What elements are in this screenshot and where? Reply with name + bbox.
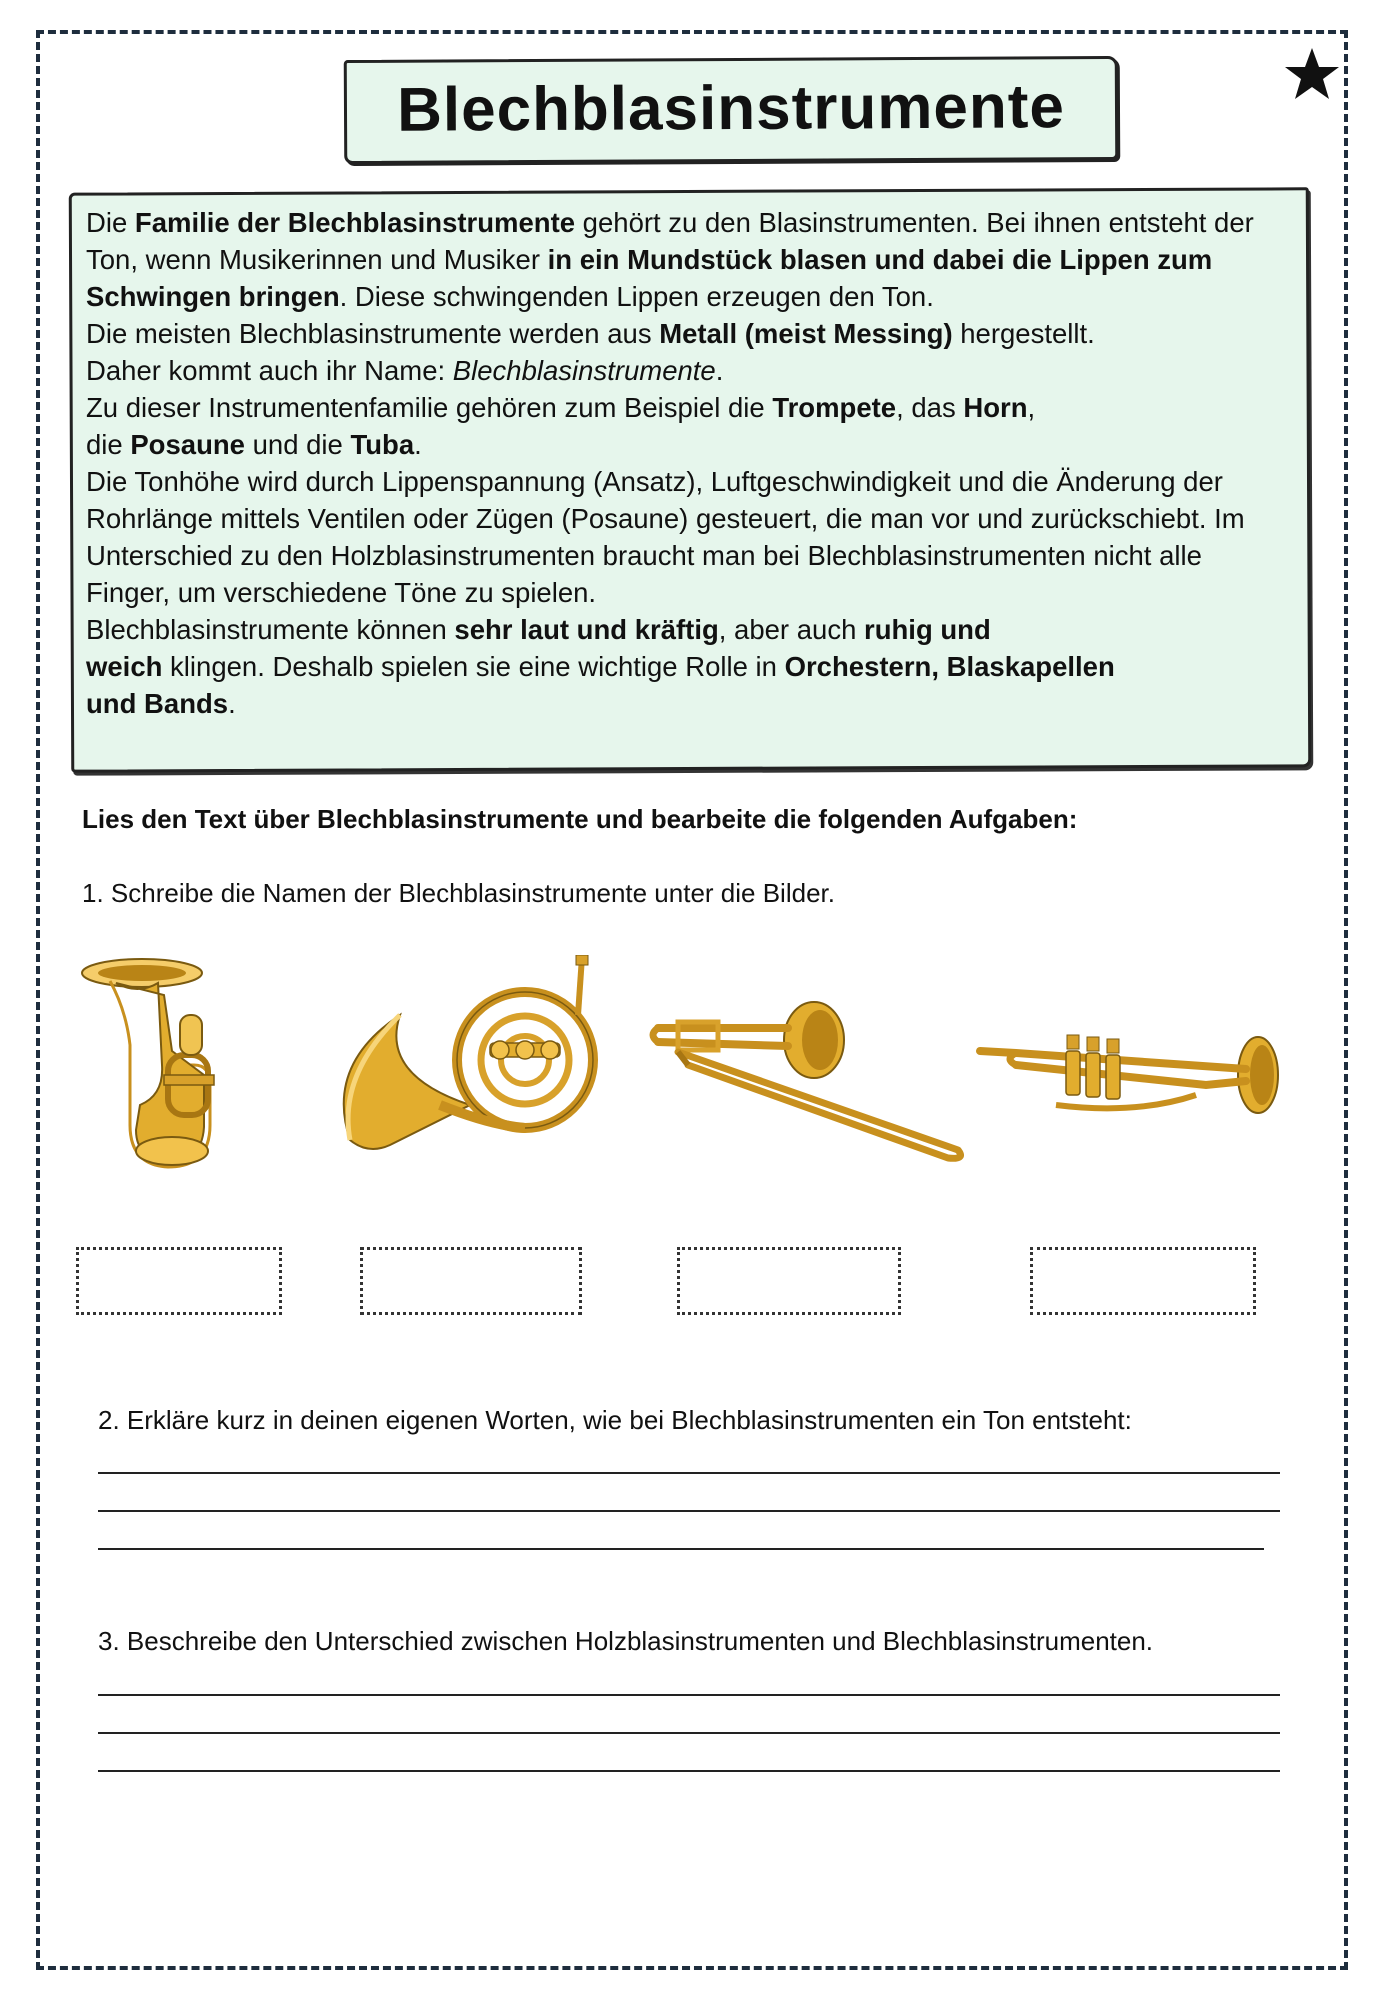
text-span: . Diese schwingenden Lippen erzeugen den Ton. xyxy=(339,281,934,312)
answer-line[interactable] xyxy=(98,1472,1280,1474)
text-span: hergestellt. xyxy=(952,318,1095,349)
answer-box-tuba[interactable] xyxy=(76,1247,282,1315)
text-span: und die xyxy=(244,429,351,460)
text-span: Zu dieser Instrumentenfamilie gehören zum Beispiel die xyxy=(86,392,773,423)
bold-span: Metall (meist Messing) xyxy=(659,318,953,349)
info-paragraph-2 xyxy=(86,315,1286,352)
bold-span: in ein Mundstück blasen und dabei die Lippen zum Schwingen bringen xyxy=(86,244,1213,312)
answer-line[interactable] xyxy=(98,1694,1280,1696)
page-title: Blechblasinstrumente xyxy=(396,72,1066,145)
bold-span: Horn xyxy=(963,392,1028,423)
info-paragraph-4 xyxy=(86,389,1286,463)
tuba-icon xyxy=(76,955,226,1180)
horn-icon xyxy=(320,955,610,1170)
bold-span: Orchestern, Blaskapellen xyxy=(784,651,1115,682)
title-box xyxy=(344,56,1119,164)
text-span: gehört zu den Blasinstrumenten. Bei ihnen entsteht der Ton, wenn Musikerinnen und Musiker xyxy=(86,207,1254,275)
instructions-heading: Lies den Text über Blechblasinstrumente und bearbeite die folgenden Aufgaben: xyxy=(82,804,1078,834)
bold-span: weich xyxy=(86,651,163,682)
text-span: Daher kommt auch ihr Name: xyxy=(86,355,453,386)
answer-box-horn[interactable] xyxy=(360,1247,582,1315)
bold-span: Posaune xyxy=(130,429,245,460)
answer-line[interactable] xyxy=(98,1510,1280,1512)
text-span: Blechblasinstrumente können xyxy=(86,614,455,645)
text-span: , aber auch xyxy=(718,614,864,645)
text-span: . xyxy=(414,429,422,460)
info-paragraph-3 xyxy=(86,352,1286,389)
text-span: . xyxy=(228,688,236,719)
task-2-label: 2. Erkläre kurz in deinen eigenen Worten, wie bei Blechblasinstrumenten ein Ton entsteht: xyxy=(98,1405,1132,1435)
info-paragraph-1 xyxy=(86,204,1286,315)
answer-box-trumpet[interactable] xyxy=(1030,1247,1256,1315)
bold-span: und Bands xyxy=(86,688,229,719)
info-paragraph-5: Die Tonhöhe wird durch Lippenspannung (Ansatz), Luftgeschwindigkeit und die Änderung der Rohrlänge mittels Ventilen oder Zügen (Posaune) gesteuert, die man vor und zurückschiebt. Im Unterschied zu den Holzblasinstrumenten braucht man bei Blechblasinstrumenten nicht alle Finger, um verschiedene Töne zu spielen. xyxy=(86,466,1245,608)
answer-line[interactable] xyxy=(98,1770,1280,1772)
bold-span: sehr laut und kräftig xyxy=(454,614,719,645)
info-paragraph-6 xyxy=(86,611,1286,722)
info-text xyxy=(86,204,1286,722)
trombone-icon xyxy=(648,1000,970,1165)
text-span: Die meisten Blechblasinstrumente werden aus xyxy=(86,318,660,349)
answer-line[interactable] xyxy=(98,1732,1280,1734)
bold-span: Trompete xyxy=(772,392,897,423)
bold-span: Tuba xyxy=(350,429,415,460)
text-span: , xyxy=(1027,392,1036,423)
answer-box-trombone[interactable] xyxy=(677,1247,901,1315)
answer-line[interactable] xyxy=(98,1548,1264,1550)
task-3-label: 3. Beschreibe den Unterschied zwischen Holzblasinstrumenten und Blechblasinstrumenten. xyxy=(98,1626,1154,1656)
trumpet-icon xyxy=(976,1015,1281,1135)
text-span: , das xyxy=(896,392,964,423)
star-icon xyxy=(1282,44,1342,104)
text-span: . xyxy=(715,355,724,386)
italic-span: Blechblasinstrumente xyxy=(452,355,716,386)
text-span: die xyxy=(86,429,131,460)
text-span: Die xyxy=(86,207,135,238)
bold-span: ruhig und xyxy=(864,614,991,645)
text-span: klingen. Deshalb spielen sie eine wichtige Rolle in xyxy=(162,651,785,682)
task-1-label: 1. Schreibe die Namen der Blechblasinstrumente unter die Bilder. xyxy=(82,878,835,908)
bold-span: Familie der Blechblasinstrumente xyxy=(134,207,576,238)
